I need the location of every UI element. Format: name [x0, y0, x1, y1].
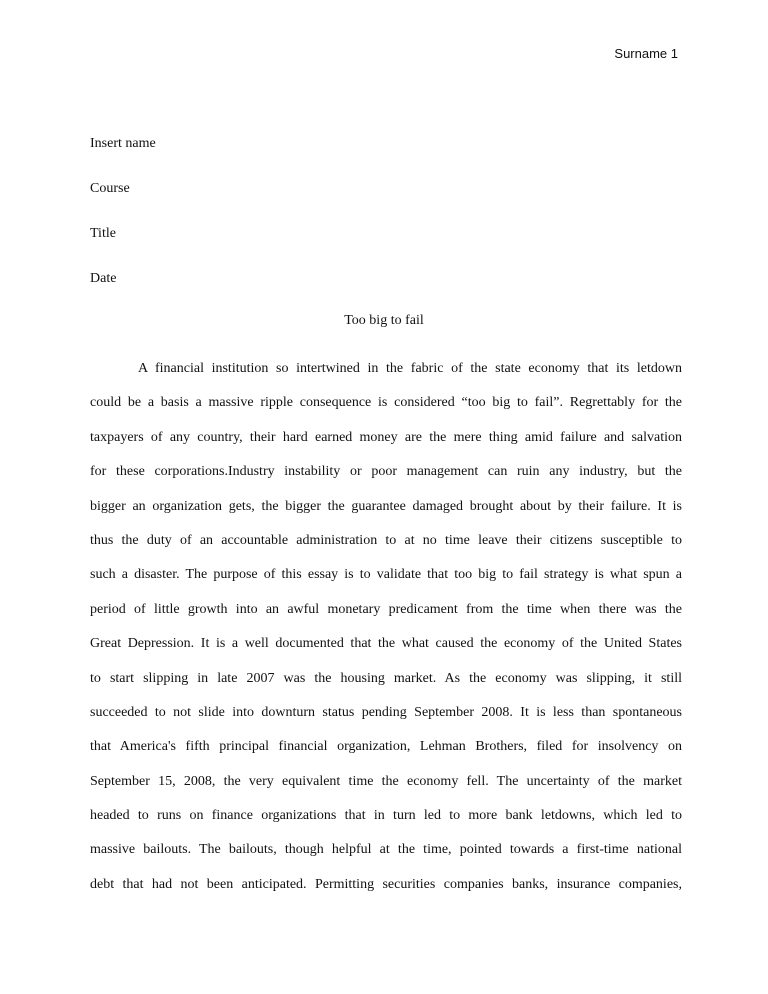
essay-title: Too big to fail	[344, 313, 424, 328]
body-line: massive bailouts. The bailouts, though helpful at the time, pointed towards a first-time national	[90, 842, 682, 858]
title-placeholder: Title	[90, 226, 116, 241]
body-line: could be a basis a massive ripple consequence is considered “too big to fail”. Regrettably for the	[90, 395, 682, 411]
body-line: bigger an organization gets, the bigger the guarantee damaged brought about by their failure. It is	[90, 498, 682, 514]
body-line: A financial institution so intertwined in the fabric of the state economy that its letdown	[138, 361, 682, 376]
body-line: headed to runs on finance organizations that in turn led to more bank letdowns, which led to	[90, 808, 682, 824]
body-line: debt that had not been anticipated. Permitting securities companies banks, insurance companies,	[90, 876, 682, 892]
body-line: September 15, 2008, the very equivalent time the economy fell. The uncertainty of the market	[90, 773, 682, 789]
body-line: that America's fifth principal financial organization, Lehman Brothers, filed for insolvency on	[90, 739, 682, 755]
essay-heading-block	[90, 136, 680, 316]
student-name: Insert name	[90, 136, 156, 151]
body-line: for these corporations.Industry instability or poor management can ruin any industry, but the	[90, 464, 682, 480]
body-line: Great Depression. It is a well documented that the what caused the economy of the United States	[90, 636, 682, 652]
body-line: thus the duty of an accountable administration to at no time leave their citizens susceptible to	[90, 532, 682, 548]
body-line: such a disaster. The purpose of this essay is to validate that too big to fail strategy is what spun a	[90, 567, 682, 583]
essay-body	[90, 361, 682, 911]
body-line: taxpayers of any country, their hard earned money are the mere thing amid failure and salvation	[90, 429, 682, 445]
body-line: period of little growth into an awful monetary predicament from the time when there was the	[90, 601, 682, 617]
course-name: Course	[90, 181, 130, 196]
running-header: Surname 1	[614, 46, 678, 61]
body-line: succeeded to not slide into downturn status pending September 2008. It is less than spontaneous	[90, 704, 682, 720]
date-line: Date	[90, 271, 117, 286]
body-line: to start slipping in late 2007 was the housing market. As the economy was slipping, it still	[90, 670, 682, 686]
